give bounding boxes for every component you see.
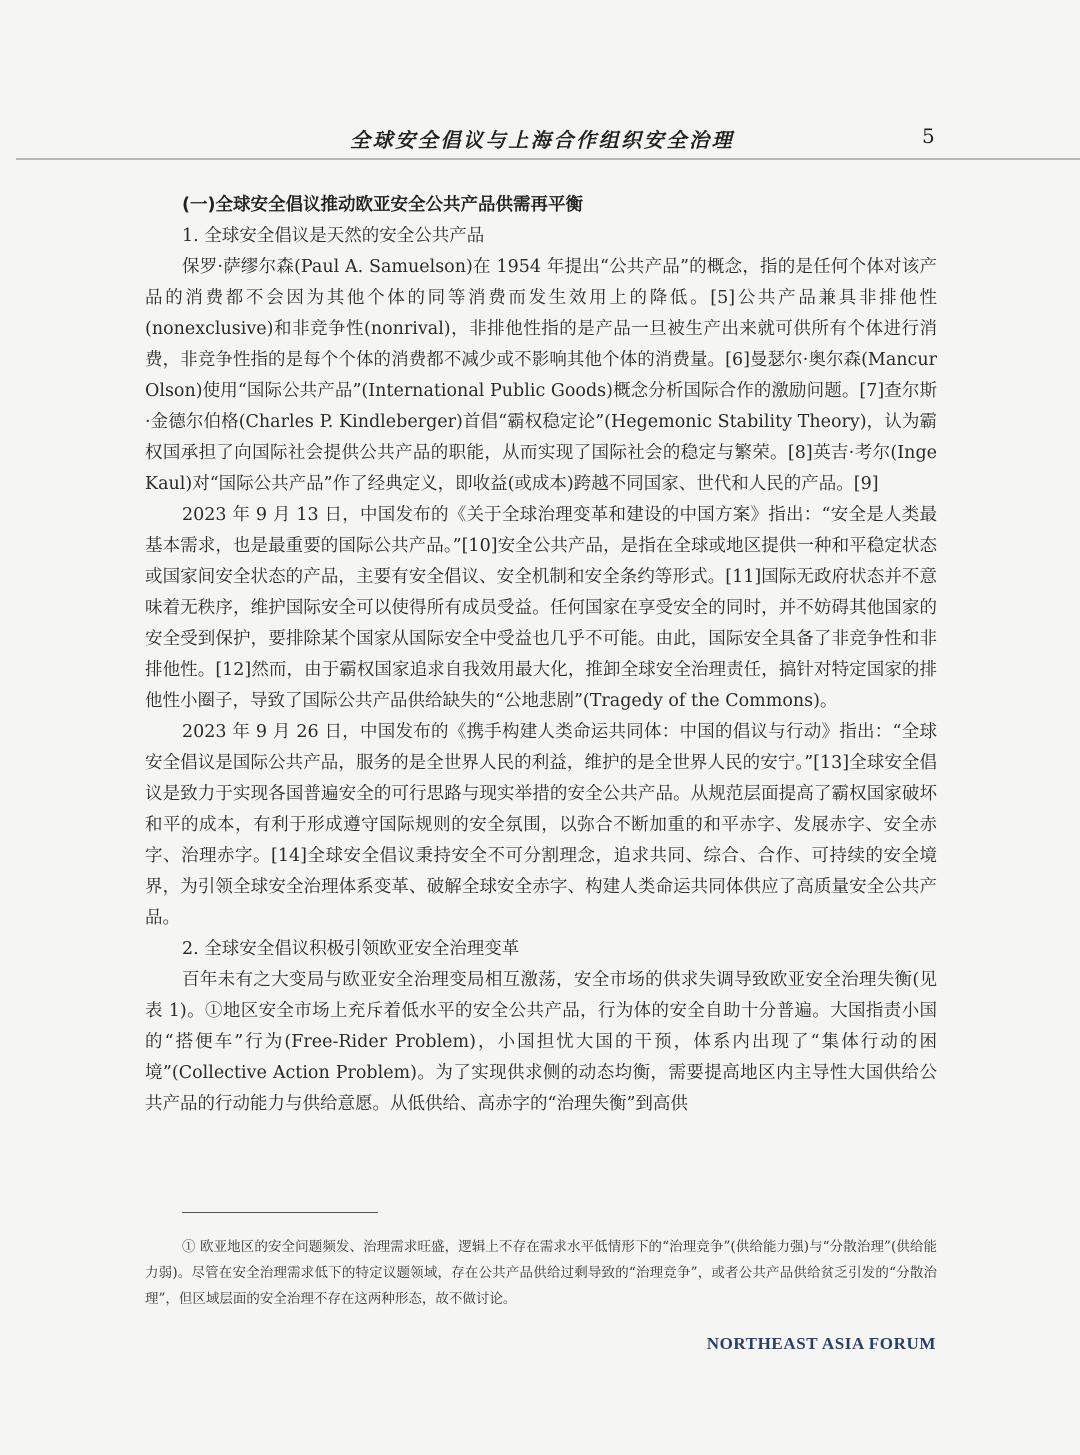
section-heading: (一)全球安全倡议推动欧亚安全公共产品供需再平衡 [182, 195, 583, 215]
journal-name: NORTHEAST ASIA FORUM [706, 1334, 936, 1353]
subsection-heading-2: 2. 全球安全倡议积极引领欧亚安全治理变革 [182, 939, 520, 959]
running-title: 全球安全倡议与上海合作组织安全治理 [350, 128, 735, 152]
body-text [145, 190, 937, 1120]
paragraph-2: 2023 年 9 月 13 日，中国发布的《关于全球治理变革和建设的中国方案》指出：“安全是人类最基本需求，也是最重要的国际公共产品。”[10]安全公共产品，是指在全球或地区提供一种和平稳定状态或国家间安全状态的产品，主要有安全倡议、安全机制和安全条约等形式。[11]国际无政府状态并不意味着无秩序，维护国际安全可以使得所有成员受益。任何国家在享受安全的同时，并不妨碍其他国家的安全受到保护，要排除某个国家从国际安全中受益也几乎不可能。由此，国际安全具备了非竞争性和非排他性。[12]然而，由于霸权国家追求自我效用最大化，推卸全球安全治理责任，搞针对特定国家的排他性小圈子，导致了国际公共产品供给缺失的“公地悲剧”(Tragedy of the Commons)。 [145, 505, 937, 711]
paragraph-1: 保罗·萨缪尔森(Paul A. Samuelson)在 1954 年提出“公共产品”的概念，指的是任何个体对该产品的消费都不会因为其他个体的同等消费而发生效用上的降低。[5]公共产品兼具非排他性(nonexclusive)和非竞争性(nonrival)，非排他性指的是产品一旦被生产出来就可供所有个体进行消费，非竞争性指的是每个个体的消费都不减少或不影响其他个体的消费量。[6]曼瑟尔·奥尔森(Mancur Olson)使用“国际公共产品”(International Public Goods)概念分析国际合作的激励问题。[7]查尔斯·金德尔伯格(Charles P. Kindleberger)首倡“霸权稳定论”(Hegemonic Stability Theory)，认为霸权国承担了向国际社会提供公共产品的职能，从而实现了国际社会的稳定与繁荣。[8]英吉·考尔(Inge Kaul)对“国际公共产品”作了经典定义，即收益(或成本)跨越不同国家、世代和人民的产品。[9] [145, 257, 937, 494]
subsection-heading-1: 1. 全球安全倡议是天然的安全公共产品 [182, 226, 485, 246]
page-number: 5 [922, 124, 935, 148]
header-rule [16, 158, 1080, 160]
paragraph-4: 百年未有之大变局与欧亚安全治理变局相互激荡，安全市场的供求失调导致欧亚安全治理失衡(见表 1)。①地区安全市场上充斥着低水平的安全公共产品，行为体的安全自助十分普遍。大国指责小国的“搭便车”行为(Free-Rider Problem)，小国担忧大国的干预，体系内出现了“集体行动的困境”(Collective Action Problem)。为了实现供求侧的动态均衡，需要提高地区内主导性大国供给公共产品的行动能力与供给意愿。从低供给、高赤字的“治理失衡”到高供 [145, 970, 937, 1114]
footnote: ① 欧亚地区的安全问题频发、治理需求旺盛，逻辑上不存在需求水平低情形下的“治理竞争”(供给能力强)与“分散治理”(供给能力弱)。尽管在安全治理需求低下的特定议题领域，存在公共产品供给过剩导致的“治理竞争”，或者公共产品供给贫乏引发的“分散治理”，但区域层面的安全治理不存在这两种形态，故不做讨论。 [145, 1239, 937, 1307]
footnote-rule [182, 1212, 378, 1213]
running-header [0, 118, 1080, 158]
paragraph-3: 2023 年 9 月 26 日，中国发布的《携手构建人类命运共同体：中国的倡议与行动》指出：“全球安全倡议是国际公共产品，服务的是全世界人民的利益，维护的是全世界人民的安宁。”[13]全球安全倡议是致力于实现各国普遍安全的可行思路与现实举措的安全公共产品。从规范层面提高了霸权国家破坏和平的成本，有利于形成遵守国际规则的安全氛围，以弥合不断加重的和平赤字、发展赤字、安全赤字、治理赤字。[14]全球安全倡议秉持安全不可分割理念，追求共同、综合、合作、可持续的安全境界，为引领全球安全治理体系变革、破解全球安全赤字、构建人类命运共同体供应了高质量安全公共产品。 [145, 722, 937, 928]
